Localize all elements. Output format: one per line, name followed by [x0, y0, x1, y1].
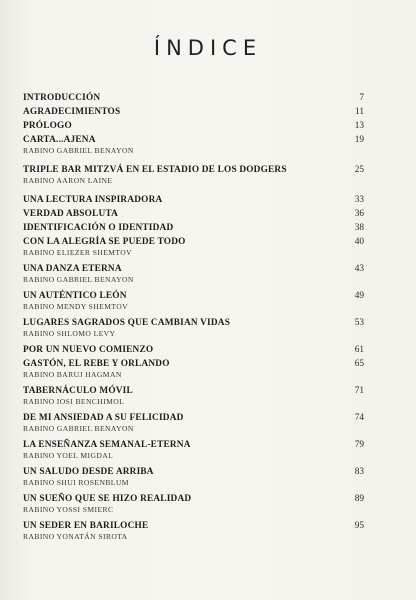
entry-title: CARTA...AJENA	[23, 135, 96, 145]
entry-title: TABERNÁCULO MÓVIL	[23, 386, 133, 396]
entry-page-number: 83	[354, 467, 364, 477]
entry-title: POR UN NUEVO COMIENZO	[23, 345, 154, 355]
table-of-contents	[23, 92, 364, 542]
toc-entry	[23, 317, 364, 339]
entry-title: UN AUTÉNTICO LEÓN	[23, 291, 127, 301]
toc-entry	[23, 106, 364, 118]
entry-title: IDENTIFICACIÓN O IDENTIDAD	[23, 223, 174, 233]
toc-entry	[23, 263, 364, 285]
entry-title: VERDAD ABSOLUTA	[23, 209, 119, 219]
toc-entry	[23, 208, 364, 220]
toc-entry	[23, 466, 364, 488]
entry-title: AGRADECIMIENTOS	[23, 107, 121, 117]
entry-author: RABINO GABRIEL BENAYON	[23, 146, 134, 155]
toc-entry	[23, 385, 364, 407]
entry-page-number: 89	[354, 494, 364, 504]
entry-author: RABINO SHUI ROSENBLUM	[23, 478, 129, 487]
toc-entry	[23, 358, 364, 380]
entry-title: TRIPLE BAR MITZVÁ EN EL ESTADIO DE LOS DODGERS	[23, 165, 287, 175]
toc-entry	[23, 120, 364, 132]
toc-entry	[23, 134, 364, 156]
entry-title: DE MI ANSIEDAD A SU FELICIDAD	[23, 413, 184, 423]
entry-title: UN SUEÑO QUE SE HIZO REALIDAD	[23, 494, 192, 504]
entry-page-number: 33	[354, 195, 364, 205]
entry-page-number: 79	[354, 440, 364, 450]
entry-title: INTRODUCCIÓN	[23, 93, 101, 103]
entry-title: PRÓLOGO	[23, 121, 72, 131]
entry-page-number: 25	[354, 165, 364, 175]
entry-page-number: 71	[354, 386, 364, 396]
toc-entry	[23, 194, 364, 206]
entry-page-number: 40	[354, 237, 364, 247]
entry-page-number: 38	[354, 223, 364, 233]
toc-entry	[23, 344, 364, 356]
toc-entry	[23, 493, 364, 515]
entry-author: RABINO BARUJ HAGMAN	[23, 370, 122, 379]
toc-entry	[23, 412, 364, 434]
entry-author: RABINO YOEL MIGDAL	[23, 451, 114, 460]
entry-page-number: 36	[354, 209, 364, 219]
toc-entry	[23, 236, 364, 258]
entry-title: UN SEDER EN BARILOCHE	[23, 521, 149, 531]
toc-entry	[23, 92, 364, 104]
entry-page-number: 11	[355, 107, 364, 117]
entry-page-number: 19	[354, 135, 364, 145]
toc-entry	[23, 164, 364, 186]
entry-page-number: 13	[354, 121, 364, 131]
toc-entry	[23, 439, 364, 461]
entry-page-number: 65	[354, 359, 364, 369]
entry-page-number: 61	[354, 345, 364, 355]
entry-author: RABINO AARON LAINE	[23, 176, 113, 185]
toc-entry	[23, 222, 364, 234]
entry-page-number: 74	[354, 413, 364, 423]
entry-page-number: 95	[354, 521, 364, 531]
entry-author: RABINO MENDY SHEMTOV	[23, 302, 129, 311]
entry-title: UN SALUDO DESDE ARRIBA	[23, 467, 154, 477]
entry-page-number: 7	[359, 93, 364, 103]
entry-author: RABINO ELIEZER SHEMTOV	[23, 248, 133, 257]
entry-title: UNA LECTURA INSPIRADORA	[23, 195, 163, 205]
entry-author: RABINO IOSI BENCHIMOL	[23, 397, 125, 406]
toc-entry	[23, 290, 364, 312]
entry-author: RABINO YOSSI SMIERC	[23, 505, 114, 514]
entry-page-number: 49	[354, 291, 364, 301]
entry-author: RABINO GABRIEL BENAYON	[23, 275, 134, 284]
toc-entry	[23, 520, 364, 542]
entry-author: RABINO YONATÁN SIROTA	[23, 532, 128, 541]
entry-title: LA ENSEÑANZA SEMANAL-ETERNA	[23, 440, 191, 450]
entry-page-number: 53	[354, 318, 364, 328]
entry-author: RABINO GABRIEL BENAYON	[23, 424, 134, 433]
entry-page-number: 43	[354, 264, 364, 274]
entry-title: LUGARES SAGRADOS QUE CAMBIAN VIDAS	[23, 318, 231, 328]
entry-title: CON LA ALEGRÍA SE PUEDE TODO	[23, 237, 186, 247]
entry-title: GASTÓN, EL REBE Y ORLANDO	[23, 359, 170, 369]
entry-author: RABINO SHLOMO LEVY	[23, 329, 116, 338]
entry-title: UNA DANZA ETERNA	[23, 264, 122, 274]
page-title: ÍNDICE	[153, 36, 263, 61]
